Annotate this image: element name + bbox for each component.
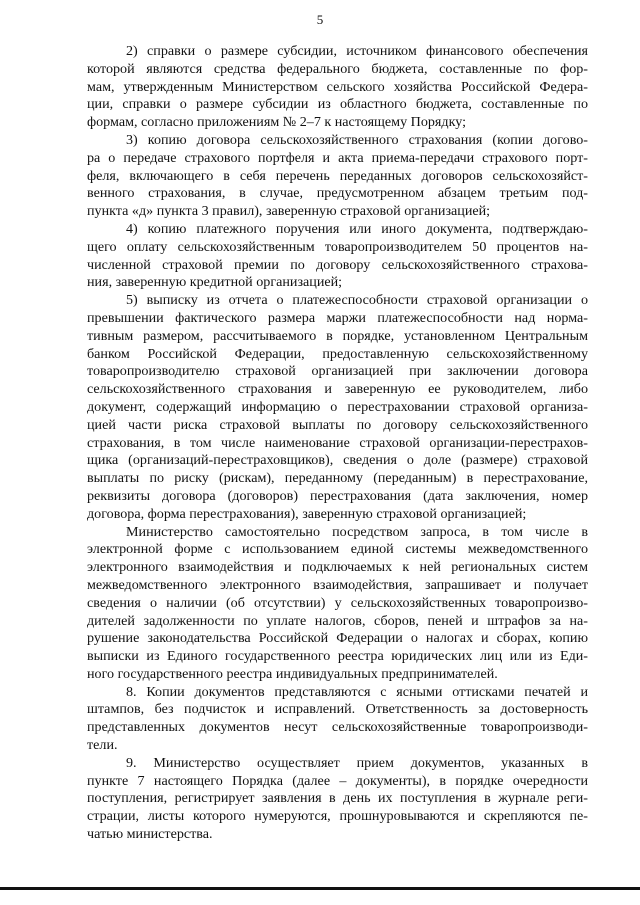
text-line: дителей задолженности по уплате налогов, сборов, пеней и штрафов за на-	[87, 612, 588, 629]
text-line: формам, согласно приложениям № 2–7 к настоящему Порядку;	[87, 114, 466, 131]
text-line: 5) выписку из отчета о платежеспособности страховой организации о	[126, 292, 588, 309]
text-line: ции, справки о размере субсидии из областного бюджета, составленные по	[87, 96, 588, 113]
text-line: пункте 7 настоящего Порядка (далее – документы), в порядке очередности	[87, 772, 588, 789]
text-line: 4) копию платежного поручения или иного документа, подтверждаю-	[126, 220, 588, 237]
text-line: венного страхования, в случае, предусмотренном абзацем третьим под-	[87, 185, 588, 202]
text-line: договора, форма перестрахования), заверенную страховой организацией;	[87, 505, 527, 522]
text-line: рушение законодательства Российской Федерации о налогах и сборах, копию	[87, 630, 588, 647]
page-number: 5	[316, 12, 324, 27]
text-line: пункта «д» пункта 3 правил), заверенную страховой организацией;	[87, 203, 491, 220]
text-line: щика (организаций-перестраховщиков), сведения о доле (размере) страховой	[87, 452, 588, 469]
text-line: выписки из Единого государственного реестра юридических лиц или из Еди-	[87, 648, 588, 665]
text-line: феля, включающего в себя перечень переданных договоров сельскохозяйст-	[87, 167, 588, 184]
text-line: чатью министерства.	[87, 826, 213, 843]
paragraph-ministry-request	[87, 524, 588, 684]
text-line: страхования, в том числе наименование страховой организации-перестрахов-	[87, 434, 588, 451]
text-line: цией части риска страховой выплаты по договору сельскохозяйственного	[87, 416, 588, 433]
text-line: которой являются средства федерального бюджета, составленные по фор-	[87, 60, 588, 77]
text-line: Министерство самостоятельно посредством запроса, в том числе в	[126, 523, 588, 540]
text-line: сведения о наличии (об отсутствии) у сельскохозяйственных товаропроизво-	[87, 594, 588, 611]
text-line: банком Российской Федерации, предоставленную сельскохозяйственному	[87, 345, 588, 362]
text-line: сельскохозяйственного страхования и заверенную ее руководителем, либо	[87, 381, 588, 398]
paragraph-item-4	[87, 221, 588, 292]
text-line: 8. Копии документов представляются с ясными оттисками печатей и	[126, 683, 588, 700]
text-line: численной страховой премии по договору сельскохозяйственного страхова-	[87, 256, 588, 273]
text-line: 2) справки о размере субсидии, источником финансового обеспечения	[126, 43, 588, 59]
text-line: щего оплату сельскохозяйственным товаропроизводителем 50 процентов на-	[87, 238, 588, 255]
text-line: товаропроизводителю страховой организацией при заключении договора	[87, 363, 588, 380]
text-line: тели.	[87, 737, 118, 754]
text-line: ра о передаче страхового портфеля и акта приема-передачи страхового порт-	[87, 149, 588, 166]
text-line: поступления, регистрирует заявления в день их поступления в журнале реги-	[87, 790, 588, 807]
text-line: представленных документов несут сельскохозяйственные товаропроизводи-	[87, 719, 588, 736]
paragraph-item-3	[87, 132, 588, 221]
text-line: страции, листы которого нумеруются, прошнуровываются и скрепляются пе-	[87, 808, 588, 825]
text-line: 9. Министерство осуществляет прием документов, указанных в	[126, 754, 588, 771]
text-line: электронной форме с использованием единой системы межведомственного	[87, 541, 588, 558]
document-body	[87, 43, 588, 844]
text-line: межведомственного электронного взаимодействия, запрашивает и получает	[87, 576, 588, 593]
paragraph-item-9	[87, 755, 588, 844]
text-line: документ, содержащий информацию о перестраховании страховой организа-	[87, 398, 588, 415]
text-line: ния, заверенную кредитной организацией;	[87, 274, 343, 291]
text-line: штампов, без подчисток и исправлений. Ответственность за достоверность	[87, 701, 588, 718]
page-bottom-border	[0, 887, 640, 890]
paragraph-item-2	[87, 43, 588, 132]
paragraph-item-8	[87, 684, 588, 755]
text-line: реквизиты договора (договоров) перестрахования (дата заключения, номер	[87, 487, 588, 504]
text-line: 3) копию договора сельскохозяйственного страхования (копии догово-	[126, 131, 588, 148]
text-line: выплаты по риску (рискам), переданному (переданным) в перестрахование,	[87, 470, 588, 487]
text-line: ного государственного реестра индивидуальных предпринимателей.	[87, 665, 498, 682]
paragraph-item-5	[87, 292, 588, 523]
text-line: превышении фактического размера маржи платежеспособности над норма-	[87, 309, 588, 326]
text-line: мам, утвержденным Министерством сельского хозяйства Российской Федера-	[87, 78, 588, 95]
text-line: электронного взаимодействия и подключаемых к ней региональных систем	[87, 559, 588, 576]
text-line: тивным размером, рассчитываемого в порядке, установленном Центральным	[87, 327, 588, 344]
